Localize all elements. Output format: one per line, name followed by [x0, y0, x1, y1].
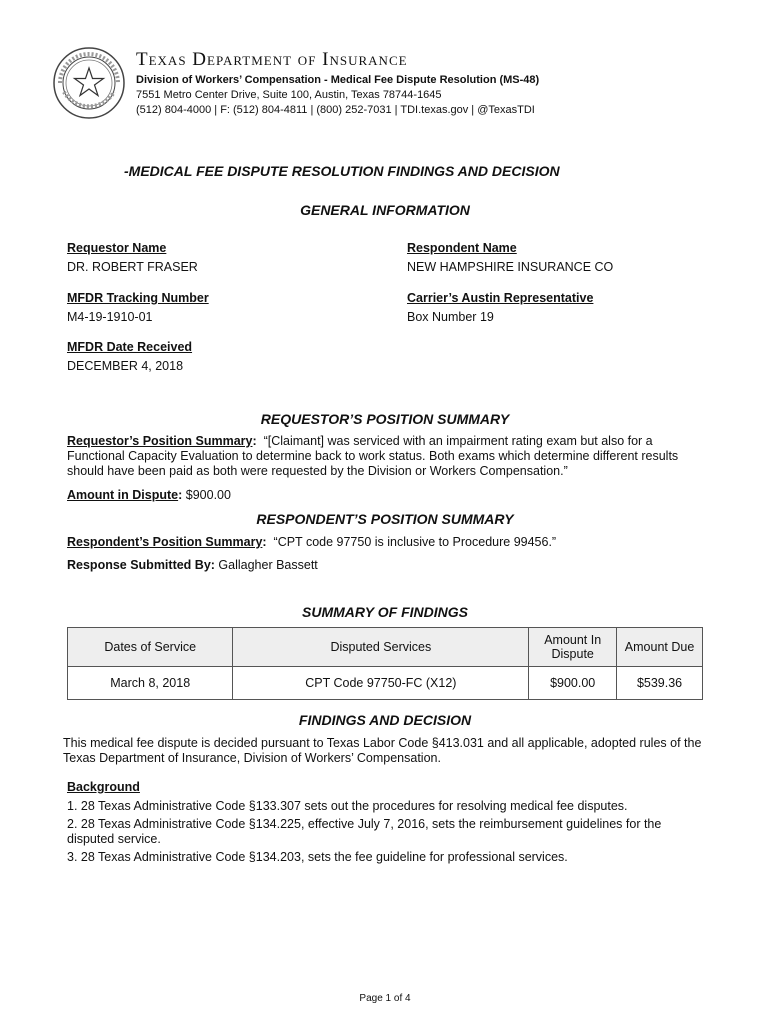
agency-contact: (512) 804-4000 | F: (512) 804-4811 | (800) 252-7031 | TDI.texas.gov | @TexasTDI	[136, 104, 535, 116]
requestor-summary-text: “[Claimant] was serviced with an impairment rating exam but also for a Functional Capacity Evaluation to determine back to work status. Both exams which determine different results should have been paid as both were requested by the Division or Workers Compensation.”	[67, 434, 679, 478]
agency-name: Texas Department of Insurance	[136, 49, 408, 70]
respondent-summary-heading: RESPONDENT’S POSITION SUMMARY	[256, 511, 514, 527]
general-information-heading: GENERAL INFORMATION	[300, 202, 470, 218]
requestor-summary-paragraph: Requestor’s Position Summary: “[Claimant] was serviced with an impairment rating exam but also for a Functional Capacity Evaluation to determine back to work status. Both exams which determine different results should have been paid as both were requested by the Division or Workers Compensation.”	[67, 434, 679, 478]
findings-table-header-row	[68, 628, 703, 667]
column-header-amount-due: Amount Due	[617, 628, 703, 667]
carrier-rep-label: Carrier’s Austin Representative	[407, 291, 594, 305]
response-submitted-value: Gallagher Bassett	[218, 558, 318, 572]
amount-in-dispute-label: Amount in Dispute	[67, 488, 179, 502]
column-header-dates: Dates of Service	[68, 628, 233, 667]
tracking-number-label: MFDR Tracking Number	[67, 291, 209, 305]
tracking-number-value: M4-19-1910-01	[67, 310, 153, 324]
amount-in-dispute: Amount in Dispute: $900.00	[67, 488, 231, 502]
respondent-summary-text: “CPT code 97750 is inclusive to Procedure 99456.”	[273, 535, 557, 549]
requestor-name-label: Requestor Name	[67, 241, 167, 255]
cell-disputed-service: CPT Code 97750-FC (X12)	[233, 667, 529, 700]
column-header-services: Disputed Services	[233, 628, 529, 667]
respondent-summary-label: Respondent’s Position Summary	[67, 535, 263, 549]
cell-date-of-service: March 8, 2018	[68, 667, 233, 700]
date-received-label: MFDR Date Received	[67, 340, 193, 354]
respondent-name-value: NEW HAMPSHIRE INSURANCE CO	[407, 260, 614, 274]
carrier-rep-value: Box Number 19	[407, 310, 494, 324]
background-label: Background	[67, 780, 140, 794]
page-number: Page 1 of 4	[359, 993, 411, 1004]
decision-intro: This medical fee dispute is decided pursuant to Texas Labor Code §413.031 and all applicable, adopted rules of the Texas Department of Insurance, Division of Workers’ Compensation.	[63, 736, 702, 765]
requestor-summary-heading: REQUESTOR’S POSITION SUMMARY	[260, 411, 510, 427]
summary-of-findings-heading: SUMMARY OF FINDINGS	[302, 604, 468, 620]
document-title: -MEDICAL FEE DISPUTE RESOLUTION FINDINGS AND DECISION	[124, 163, 560, 179]
column-header-amount-in-dispute: Amount In Dispute	[529, 628, 617, 667]
agency-address: 7551 Metro Center Drive, Suite 100, Austin, Texas 78744-1645	[136, 89, 442, 101]
amount-in-dispute-value: $900.00	[185, 488, 231, 502]
tdi-seal-logo	[52, 46, 126, 120]
list-item-text: 2. 28 Texas Administrative Code §134.225, effective July 7, 2016, sets the reimbursement guidelines for the disputed service.	[67, 817, 662, 846]
date-received-value: DECEMBER 4, 2018	[67, 359, 184, 373]
list-item	[67, 817, 683, 847]
list-item: 1. 28 Texas Administrative Code §133.307 sets out the procedures for resolving medical fee disputes.	[67, 799, 628, 813]
requestor-summary-label: Requestor’s Position Summary	[67, 434, 253, 448]
respondent-summary-paragraph: Respondent’s Position Summary: “CPT code 97750 is inclusive to Procedure 99456.”	[67, 535, 557, 549]
table-row	[68, 667, 703, 700]
findings-table	[67, 627, 703, 700]
cell-amount-due: $539.36	[617, 667, 703, 700]
findings-decision-heading: FINDINGS AND DECISION	[298, 712, 472, 728]
cell-amount-in-dispute: $900.00	[529, 667, 617, 700]
list-item: 3. 28 Texas Administrative Code §134.203, sets the fee guideline for professional services.	[67, 850, 568, 864]
respondent-name-label: Respondent Name	[407, 241, 517, 255]
response-submitted-label: Response Submitted By:	[67, 558, 215, 572]
response-submitted-by	[67, 558, 318, 573]
requestor-name-value: DR. ROBERT FRASER	[67, 260, 198, 274]
division-name: Division of Workers’ Compensation - Medical Fee Dispute Resolution (MS-48)	[136, 74, 540, 86]
